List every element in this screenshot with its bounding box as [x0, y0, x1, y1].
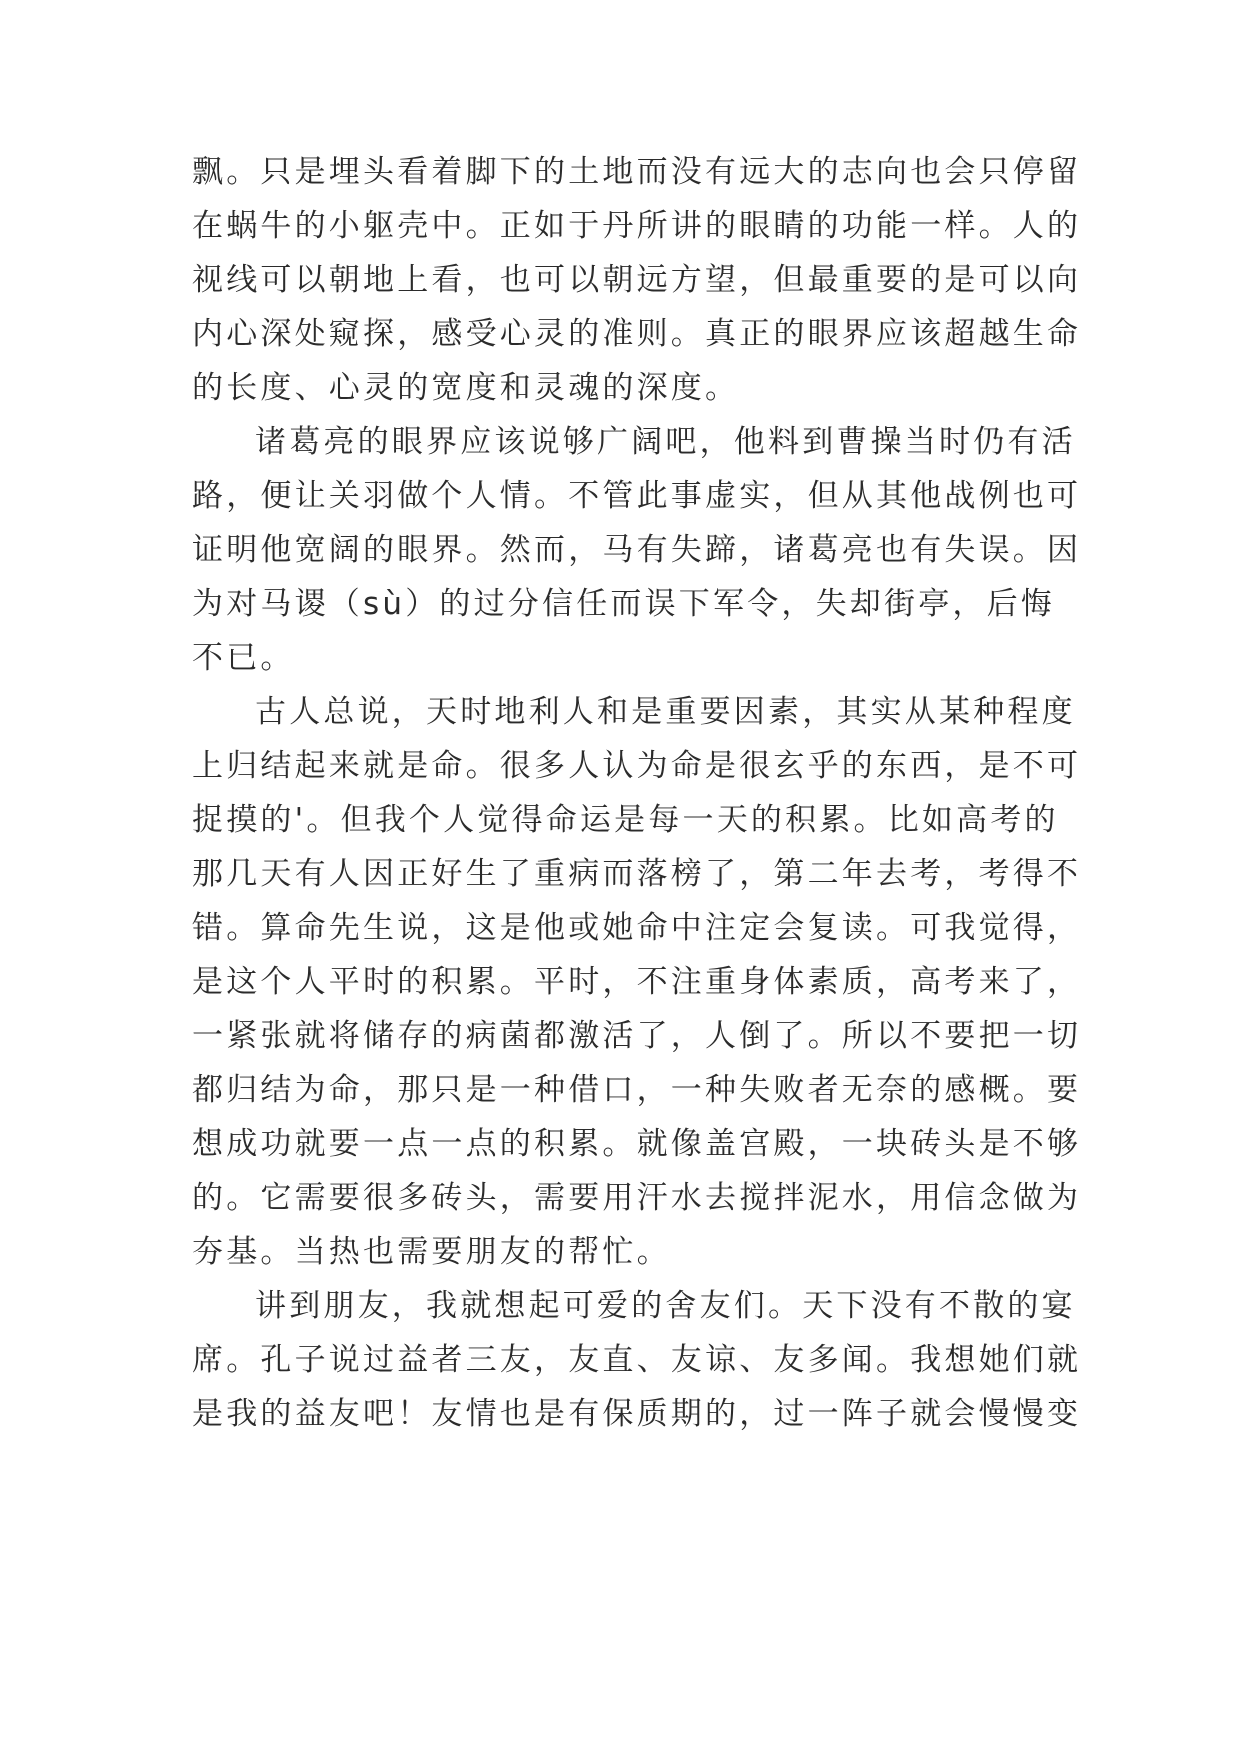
paragraph-first-line: 讲到朋友，我就想起可爱的舍友们。天下没有不散的宴 [255, 1288, 1076, 1324]
text-line: 不已。 [192, 640, 295, 676]
text-line: 是这个人平时的积累。平时，不注重身体素质，高考来了， [192, 964, 1082, 1000]
text-line: 上归结起来就是命。很多人认为命是很玄乎的东西，是不可 [192, 748, 1082, 784]
text-line: 错。算命先生说，这是他或她命中注定会复读。可我觉得， [192, 910, 1082, 946]
paragraph-first-line: 诸葛亮的眼界应该说够广阔吧，他料到曹操当时仍有活 [255, 424, 1076, 460]
text-line: 在蜗牛的小躯壳中。正如于丹所讲的眼睛的功能一样。人的 [192, 208, 1082, 244]
paragraph-first-line: 古人总说，天时地利人和是重要因素，其实从某种程度 [255, 694, 1076, 730]
text-line: 路，便让关羽做个人情。不管此事虚实，但从其他战例也可 [192, 478, 1082, 514]
text-line: 夯基。当热也需要朋友的帮忙。 [192, 1234, 671, 1270]
text-line: 那几天有人因正好生了重病而落榜了，第二年去考，考得不 [192, 856, 1082, 892]
text-line: 席。孔子说过益者三友，友直、友谅、友多闻。我想她们就 [192, 1342, 1082, 1378]
text-line: 证明他宽阔的眼界。然而，马有失蹄，诸葛亮也有失误。因 [192, 532, 1082, 568]
text-line: 一紧张就将储存的病菌都激活了，人倒了。所以不要把一切 [192, 1018, 1082, 1054]
text-line: 捉摸的'。但我个人觉得命运是每一天的积累。比如高考的 [192, 802, 1059, 838]
text-line: 的长度、心灵的宽度和灵魂的深度。 [192, 370, 740, 406]
text-line: 内心深处窥探，感受心灵的准则。真正的眼界应该超越生命 [192, 316, 1082, 352]
text-line: 想成功就要一点一点的积累。就像盖宫殿，一块砖头是不够 [192, 1126, 1082, 1162]
text-line: 为对马谡（sù）的过分信任而误下军令，失却街亭，后悔 [192, 586, 1055, 622]
text-line: 飘。只是埋头看着脚下的土地而没有远大的志向也会只停留 [192, 154, 1082, 190]
text-line: 都归结为命，那只是一种借口，一种失败者无奈的感概。要 [192, 1072, 1082, 1108]
text-line: 是我的益友吧！友情也是有保质期的，过一阵子就会慢慢变 [192, 1396, 1082, 1432]
text-line: 的。它需要很多砖头，需要用汗水去搅拌泥水，用信念做为 [192, 1180, 1082, 1216]
text-line: 视线可以朝地上看，也可以朝远方望，但最重要的是可以向 [192, 262, 1082, 298]
